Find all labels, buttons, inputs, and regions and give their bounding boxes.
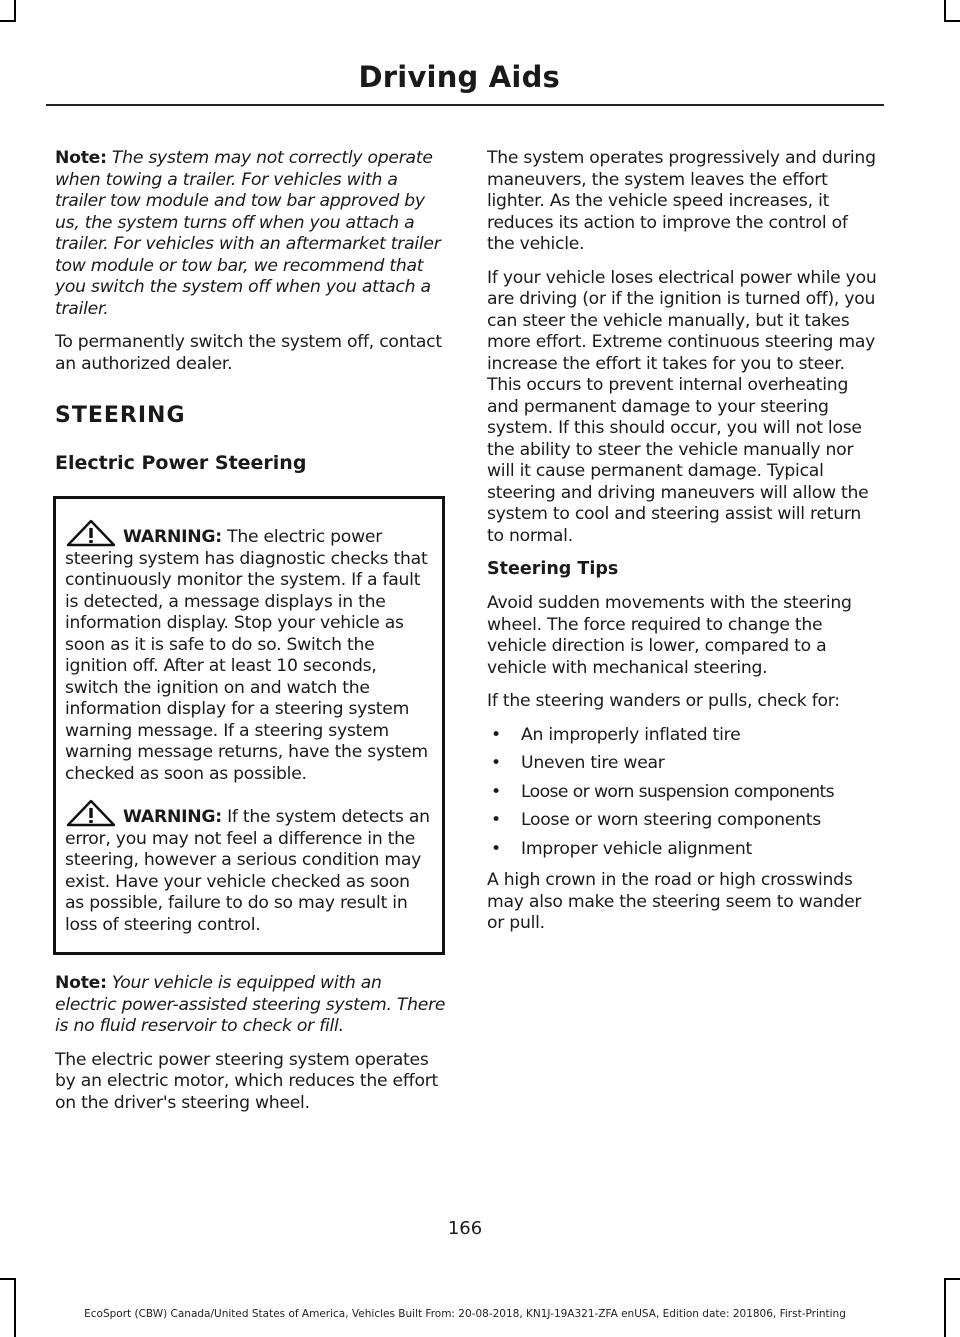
warning-text: The electric power steering system has diagnostic checks that continuously monitor the system. If a fault is detected, a message displays in the information display. Stop your vehicle as soon as it is safe to do so. Switch the ignition off. After at least 10 seconds, switch the ignition on and watch the information display for a steering system warning message. If a steering system warning message returns, have the system checked as soon as possible. — [65, 527, 428, 784]
crop-mark — [944, 1278, 946, 1337]
paragraph-crosswinds: A high crown in the road or high crosswinds may also make the steering seem to wander or pull. — [487, 870, 862, 933]
list-item-text: Loose or worn suspension components — [521, 781, 835, 802]
bullet: • — [491, 724, 501, 745]
warning-text: If the system detects an error, you may not feel a difference in the steering, however a serious condition may exist. Have your vehicle checked as soon as possible, failure to do so may result in loss of steering control. — [65, 807, 430, 935]
warning-triangle-icon — [65, 519, 117, 545]
paragraph-eps-motor: The electric power steering system operates by an electric motor, which reduces the effort on the driver's steering wheel. — [55, 1049, 439, 1113]
list-item — [487, 753, 879, 775]
page-number: 166 — [447, 1218, 483, 1239]
paragraph-power-loss: If your vehicle loses electrical power while you are driving (or if the ignition is turned off), you can steer the vehicle manually, but it takes more effort. Extreme continuous steering may increase the effort it takes for you to steer. This occurs to prevent internal overheating and permanent damage to your steering system. If this should occur, you will not lose the ability to steer the vehicle manually nor will it cause permanent damage. Typical steering and driving maneuvers will allow the system to cool and steering assist will return to normal. — [487, 267, 877, 546]
note-text: The system may not correctly operate when towing a trailer. For vehicles with a trailer tow module and tow bar approved by us, the system turns off when you attach a trailer. For vehicles with an aftermarket trailer tow module or tow bar, we recommend that you switch the system off when you attach a trailer. — [55, 148, 441, 319]
subheading-steering-tips: Steering Tips — [487, 559, 619, 579]
list-item-text: Improper vehicle alignment — [521, 838, 752, 859]
page-title: Driving Aids — [358, 60, 560, 94]
warning-2 — [65, 799, 433, 936]
check-list — [487, 725, 879, 861]
list-item — [487, 782, 879, 804]
section-heading: STEERING — [55, 403, 186, 428]
bullet: • — [491, 753, 501, 773]
crop-mark — [14, 0, 16, 22]
list-item-text: Loose or worn steering components — [521, 810, 821, 830]
list-item — [487, 810, 879, 832]
crop-mark — [0, 1278, 16, 1280]
list-item — [487, 725, 879, 747]
warning-box — [53, 496, 445, 955]
warning-1 — [65, 519, 433, 785]
footer-edition-info: EcoSport (CBW) Canada/United States of America, Vehicles Built From: 20-08-2018, KN1J-19A321-ZFA enUSA, Edition date: 201806, First-Printing — [84, 1308, 846, 1320]
list-item-text: An improperly inflated tire — [521, 724, 741, 745]
warning-label: WARNING: — [123, 527, 222, 547]
crop-mark — [944, 0, 946, 22]
paragraph-progressive: The system operates progressively and during maneuvers, the system leaves the effort lighter. As the vehicle speed increases, it reduces its action to improve the control of the vehicle. — [487, 148, 876, 254]
header-divider — [46, 104, 884, 106]
subheading-eps: Electric Power Steering — [55, 452, 307, 474]
bullet: • — [491, 810, 501, 830]
note-label: Note: — [55, 148, 107, 168]
crop-mark — [944, 1278, 960, 1280]
bullet: • — [491, 838, 501, 859]
left-column — [55, 148, 447, 1126]
warning-triangle-icon — [65, 799, 117, 825]
paragraph-switch-off: To permanently switch the system off, contact an authorized dealer. — [55, 332, 442, 374]
note-text: Your vehicle is equipped with an electric power-assisted steering system. There is no fluid reservoir to check or fill. — [55, 973, 446, 1036]
paragraph-sudden-movements: Avoid sudden movements with the steering wheel. The force required to change the vehicle direction is lower, compared to a vehicle with mechanical steering. — [487, 593, 852, 678]
note-label: Note: — [55, 973, 107, 993]
paragraph-check-for: If the steering wanders or pulls, check for: — [487, 691, 840, 711]
crop-mark — [0, 20, 16, 22]
warning-label: WARNING: — [123, 807, 222, 827]
list-item — [487, 839, 879, 861]
bullet: • — [491, 781, 501, 802]
crop-mark — [944, 20, 960, 22]
list-item-text: Uneven tire wear — [521, 753, 665, 773]
note-trailer — [55, 148, 447, 320]
note-eps — [55, 973, 447, 1038]
right-column — [487, 148, 879, 947]
